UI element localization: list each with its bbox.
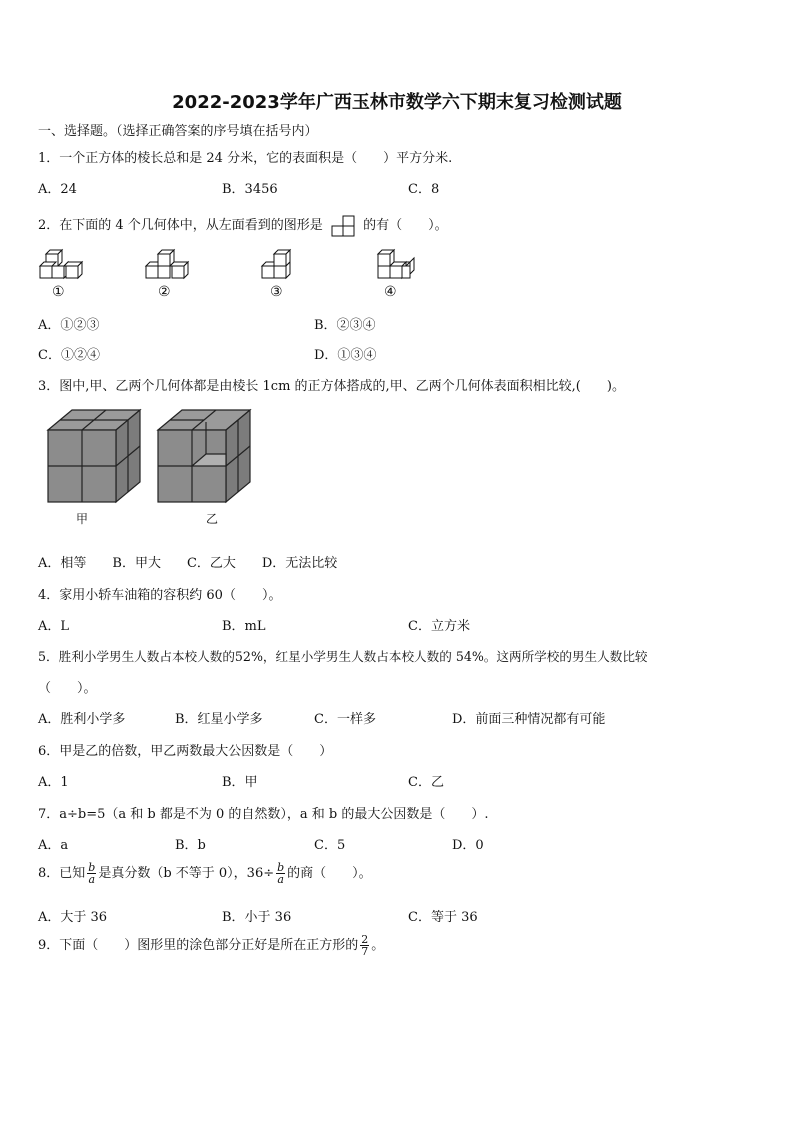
q9-part-1: 9．下面（ ）图形里的涂色部分正好是所在正方形的 xyxy=(38,938,359,953)
q9-fraction xyxy=(360,934,369,957)
q3-options[interactable]: A．相等 B．甲大 C．乙大 D．无法比较 xyxy=(38,556,338,571)
q4-option-b[interactable]: B．mL xyxy=(222,619,266,634)
q8-option-b[interactable]: B．小于 36 xyxy=(222,910,292,925)
q8-part-2: 是真分数（b 不等于 0），36÷ xyxy=(98,866,275,881)
q2-text-after: 的有（ ）。 xyxy=(363,218,448,233)
q9-part-2: 。 xyxy=(371,938,385,953)
q8-fraction-1-den: a xyxy=(88,873,96,886)
question-5-blank: （ ）。 xyxy=(38,681,97,696)
q9-fraction-num: 2 xyxy=(361,933,369,946)
q8-fraction-2 xyxy=(276,862,285,885)
q5-option-d[interactable]: D．前面三种情况都有可能 xyxy=(452,712,606,727)
q7-option-a[interactable]: A．a xyxy=(38,838,69,853)
q2-option-a[interactable]: A．①②③ xyxy=(38,318,100,333)
figure-1-label: ① xyxy=(52,284,65,300)
q9-fraction-den: 7 xyxy=(361,945,369,958)
question-1: 1．一个正方体的棱长总和是 24 分米，它的表面积是（ ）平方分米. xyxy=(38,151,453,166)
q1-option-a[interactable]: A．24 xyxy=(38,182,77,197)
question-2 xyxy=(38,214,448,237)
figure-1-cubes-icon xyxy=(40,250,82,278)
q7-option-b[interactable]: B．b xyxy=(175,838,206,853)
q1-option-b[interactable]: B．3456 xyxy=(222,182,278,197)
q7-option-d[interactable]: D．0 xyxy=(452,838,484,853)
figure-2-cubes-icon xyxy=(146,250,188,278)
q6-option-c[interactable]: C．乙 xyxy=(408,775,444,790)
figure-4-cubes-icon xyxy=(378,250,414,278)
cube-jia-icon xyxy=(48,410,140,502)
cube-yi-label: 乙 xyxy=(206,512,219,526)
left-view-grid-icon xyxy=(331,215,355,237)
figure-3-label: ③ xyxy=(270,284,283,300)
question-3: 3．图中,甲、乙两个几何体都是由棱长 1cm 的正方体搭成的,甲、乙两个几何体表面积相比较,( )。 xyxy=(38,379,625,394)
q6-option-b[interactable]: B．甲 xyxy=(222,775,258,790)
q8-fraction-1 xyxy=(87,862,96,885)
figure-3-cubes-icon xyxy=(262,250,290,278)
question-4: 4．家用小轿车油箱的容积约 60（ ）。 xyxy=(38,588,282,603)
page-title: 2022-2023学年广西玉林市数学六下期末复习检测试题 xyxy=(172,92,622,113)
section-heading: 一、选择题。（选择正确答案的序号填在括号内） xyxy=(38,124,318,139)
q8-option-a[interactable]: A．大于 36 xyxy=(38,910,108,925)
q2-option-b[interactable]: B．②③④ xyxy=(314,318,376,333)
q1-option-c[interactable]: C．8 xyxy=(408,182,440,197)
q2-option-d[interactable]: D．①③④ xyxy=(314,348,377,363)
q2-text-before: 2．在下面的 4 个几何体中，从左面看到的图形是 xyxy=(38,218,323,233)
q5-option-b[interactable]: B．红星小学多 xyxy=(175,712,263,727)
question-9 xyxy=(38,932,384,960)
cube-yi-icon xyxy=(158,410,250,502)
q5-option-c[interactable]: C．一样多 xyxy=(314,712,376,727)
q8-fraction-1-num: b xyxy=(88,861,96,874)
q8-fraction-2-den: a xyxy=(277,873,284,886)
q7-option-c[interactable]: C．5 xyxy=(314,838,346,853)
question-8 xyxy=(38,860,372,888)
q5-option-a[interactable]: A．胜利小学多 xyxy=(38,712,126,727)
question-5: 5．胜利小学男生人数占本校人数的52%，红星小学男生人数占本校人数的 54%。这两所学校的男生人数比较 xyxy=(38,649,648,664)
q8-part-1: 8．已知 xyxy=(38,866,86,881)
q6-option-a[interactable]: A．1 xyxy=(38,775,69,790)
question-7: 7．a÷b=5（a 和 b 都是不为 0 的自然数），a 和 b 的最大公因数是（ ）. xyxy=(38,807,489,822)
q2-option-c[interactable]: C．①②④ xyxy=(38,348,100,363)
question-6: 6．甲是乙的倍数，甲乙两数最大公因数是（ ） xyxy=(38,744,333,759)
q3-figures xyxy=(38,408,268,530)
cube-jia-label: 甲 xyxy=(76,512,89,526)
figure-4-label: ④ xyxy=(384,284,397,300)
figure-2-label: ② xyxy=(158,284,171,300)
q8-part-3: 的商（ ）。 xyxy=(287,866,372,881)
q2-figures xyxy=(36,246,436,290)
q8-fraction-2-num: b xyxy=(277,861,285,874)
q4-option-a[interactable]: A．L xyxy=(38,619,70,634)
q8-option-c[interactable]: C．等于 36 xyxy=(408,910,478,925)
q4-option-c[interactable]: C．立方米 xyxy=(408,619,470,634)
